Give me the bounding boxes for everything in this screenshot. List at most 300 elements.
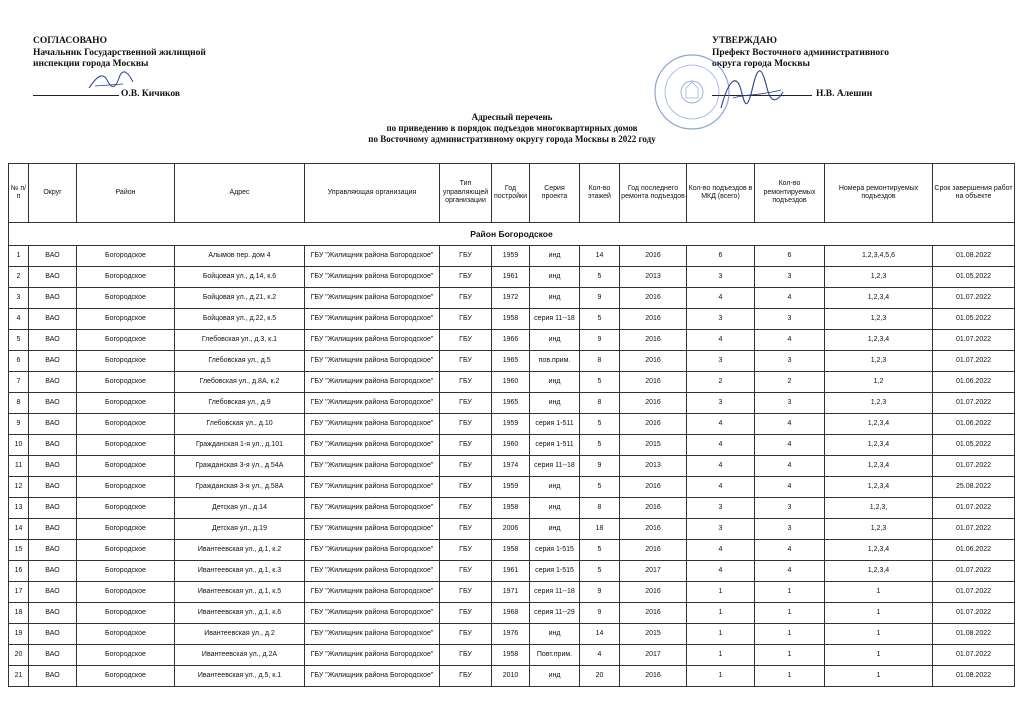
table-cell: 9 [580, 330, 620, 351]
table-cell: Богородское [77, 645, 175, 666]
table-cell: ГБУ [440, 246, 492, 267]
table-cell: Ивантеевская ул., д.1, к.5 [175, 582, 305, 603]
table-cell: 2016 [620, 246, 687, 267]
table-cell: 4 [687, 561, 755, 582]
table-cell: ВАО [29, 288, 77, 309]
address-list-table [8, 163, 1015, 687]
table-cell: 1960 [492, 435, 530, 456]
table-cell: 1958 [492, 309, 530, 330]
table-cell: 4 [755, 456, 825, 477]
table-cell: ГБУ [440, 372, 492, 393]
table-cell: 1 [687, 645, 755, 666]
table-cell: 5 [580, 309, 620, 330]
table-cell: 1959 [492, 246, 530, 267]
table-cell: 9 [580, 456, 620, 477]
table-cell: 2016 [620, 477, 687, 498]
table-cell: 20 [580, 666, 620, 687]
table-cell: 1 [9, 246, 29, 267]
table-row [9, 330, 1015, 351]
table-cell: инд [530, 477, 580, 498]
table-cell: 2010 [492, 666, 530, 687]
column-header: Год последнего ремонта подъездов [620, 164, 687, 223]
table-cell: Богородское [77, 414, 175, 435]
table-cell: ГБУ "Жилищник района Богородское" [305, 603, 440, 624]
table-cell: 4 [755, 330, 825, 351]
approval-position-line2: инспекции города Москвы [33, 59, 149, 69]
table-cell: 4 [687, 414, 755, 435]
table-cell: ВАО [29, 666, 77, 687]
table-cell: ГБУ [440, 645, 492, 666]
table-cell: Глебовская ул., д.5 [175, 351, 305, 372]
table-cell: Бойцовая ул., д.14, к.6 [175, 267, 305, 288]
column-header: Район [77, 164, 175, 223]
table-cell: 1 [755, 582, 825, 603]
table-cell: 2015 [620, 435, 687, 456]
table-cell: ВАО [29, 519, 77, 540]
table-cell: ГБУ "Жилищник района Богородское" [305, 330, 440, 351]
table-cell: 2017 [620, 561, 687, 582]
table-cell: 6 [9, 351, 29, 372]
table-cell: 20 [9, 645, 29, 666]
table-cell: Богородское [77, 519, 175, 540]
table-cell: ВАО [29, 582, 77, 603]
signatory-name: Н.В. Алешин [816, 88, 873, 99]
table-cell: инд [530, 498, 580, 519]
table-row [9, 372, 1015, 393]
column-header: Кол-во подъездов в МКД (всего) [687, 164, 755, 223]
table-row [9, 288, 1015, 309]
table-cell: ГБУ "Жилищник района Богородское" [305, 645, 440, 666]
table-row [9, 645, 1015, 666]
table-cell: 1,2,3,4 [825, 456, 933, 477]
table-cell: Богородское [77, 246, 175, 267]
table-cell: инд [530, 246, 580, 267]
approval-position-line1: Префект Восточного административного [712, 47, 889, 58]
table-cell: ГБУ "Жилищник района Богородское" [305, 477, 440, 498]
section-title: Район Богородское [9, 223, 1015, 246]
column-header: № п/п [9, 164, 29, 223]
table-cell: 5 [580, 435, 620, 456]
table-cell: ГБУ [440, 393, 492, 414]
table-cell: 3 [755, 351, 825, 372]
table-cell: 8 [580, 393, 620, 414]
table-cell: ГБУ [440, 519, 492, 540]
table-cell: 01.06.2022 [933, 372, 1015, 393]
table-cell: Гражданская 3-я ул., д.54А [175, 456, 305, 477]
table-cell: 2016 [620, 582, 687, 603]
table-cell: Богородское [77, 330, 175, 351]
table-cell: 6 [755, 246, 825, 267]
table-cell: 4 [687, 288, 755, 309]
column-header: Управляющая организация [305, 164, 440, 223]
table-cell: 18 [9, 603, 29, 624]
table-cell: Богородское [77, 561, 175, 582]
table-cell: 5 [9, 330, 29, 351]
table-cell: ГБУ "Жилищник района Богородское" [305, 246, 440, 267]
table-cell: 1 [687, 603, 755, 624]
table-cell: 16 [9, 561, 29, 582]
table-cell: ГБУ [440, 603, 492, 624]
table-cell: 1958 [492, 498, 530, 519]
table-cell: 01.05.2022 [933, 267, 1015, 288]
table-cell: 1,2,3,4 [825, 477, 933, 498]
table-cell: 18 [580, 519, 620, 540]
table-cell: Богородское [77, 351, 175, 372]
table-row [9, 309, 1015, 330]
column-header: Адрес [175, 164, 305, 223]
table-cell: 1 [825, 645, 933, 666]
table-cell: 5 [580, 477, 620, 498]
table-cell: Богородское [77, 582, 175, 603]
table-cell: 5 [580, 561, 620, 582]
table-cell: 2006 [492, 519, 530, 540]
table-cell: 4 [755, 477, 825, 498]
table-cell: 1 [825, 666, 933, 687]
table-cell: инд [530, 393, 580, 414]
table-cell: Богородское [77, 666, 175, 687]
table-cell: Бойцовая ул., д.21, к.2 [175, 288, 305, 309]
table-cell: 3 [755, 267, 825, 288]
table-cell: 13 [9, 498, 29, 519]
table-cell: 2016 [620, 666, 687, 687]
table-cell: 3 [687, 267, 755, 288]
table-cell: 1965 [492, 393, 530, 414]
table-row [9, 666, 1015, 687]
section-row [9, 223, 1015, 246]
table-cell: ГБУ [440, 582, 492, 603]
table-cell: 3 [755, 498, 825, 519]
table-cell: Богородское [77, 477, 175, 498]
table-cell: 9 [580, 582, 620, 603]
table-cell: 1 [687, 624, 755, 645]
table-cell: инд [530, 267, 580, 288]
table-cell: Богородское [77, 456, 175, 477]
table-cell: 2016 [620, 498, 687, 519]
table-cell: Детская ул., д.14 [175, 498, 305, 519]
table-cell: 2015 [620, 624, 687, 645]
approval-position-line2: округа города Москвы [712, 59, 810, 69]
table-cell: 1961 [492, 561, 530, 582]
table-cell: 14 [580, 624, 620, 645]
table-cell: ГБУ "Жилищник района Богородское" [305, 393, 440, 414]
table-cell: 01.07.2022 [933, 645, 1015, 666]
table-cell: 4 [755, 435, 825, 456]
table-cell: 7 [9, 372, 29, 393]
table-cell: 2016 [620, 351, 687, 372]
table-row [9, 477, 1015, 498]
table-cell: 5 [580, 372, 620, 393]
table-cell: ВАО [29, 645, 77, 666]
table-cell: 01.06.2022 [933, 540, 1015, 561]
table-cell: ВАО [29, 372, 77, 393]
table-cell: ВАО [29, 267, 77, 288]
table-cell: 9 [9, 414, 29, 435]
table-cell: ГБУ [440, 498, 492, 519]
table-cell: 01.07.2022 [933, 498, 1015, 519]
table-cell: ГБУ "Жилищник района Богородское" [305, 519, 440, 540]
table-cell: 1 [687, 666, 755, 687]
table-cell: ВАО [29, 456, 77, 477]
table-cell: 1,2,3,4 [825, 330, 933, 351]
table-cell: 01.05.2022 [933, 435, 1015, 456]
signatory-name: О.В. Кичиков [121, 88, 181, 99]
table-cell: ГБУ [440, 267, 492, 288]
table-cell: 4 [687, 330, 755, 351]
table-cell: 9 [580, 288, 620, 309]
table-cell: 1 [825, 603, 933, 624]
table-cell: серия 11--18 [530, 456, 580, 477]
table-cell: ГБУ "Жилищник района Богородское" [305, 561, 440, 582]
table-cell: Ивантеевская ул., д.2А [175, 645, 305, 666]
table-cell: 1974 [492, 456, 530, 477]
table-cell: ВАО [29, 351, 77, 372]
table-cell: ВАО [29, 330, 77, 351]
table-cell: ГБУ [440, 666, 492, 687]
table-cell: Бойцовая ул., д.22, к.5 [175, 309, 305, 330]
table-cell: 01.08.2022 [933, 666, 1015, 687]
table-cell: 9 [580, 603, 620, 624]
table-cell: ГБУ "Жилищник района Богородское" [305, 456, 440, 477]
table-row [9, 582, 1015, 603]
table-cell: 1 [755, 666, 825, 687]
table-cell: Глебовская ул., д.9 [175, 393, 305, 414]
table-cell: ГБУ [440, 414, 492, 435]
title-line2: по приведению в порядок подъездов многоквартирных домов [386, 123, 638, 133]
table-cell: 1971 [492, 582, 530, 603]
table-cell: 4 [687, 456, 755, 477]
table-cell: 1,2,3 [825, 393, 933, 414]
table-cell: 3 [687, 498, 755, 519]
table-cell: Гражданская 3-я ул., д.58А [175, 477, 305, 498]
table-cell: 1958 [492, 645, 530, 666]
table-cell: 19 [9, 624, 29, 645]
table-cell: 3 [687, 393, 755, 414]
table-cell: Гражданская 1-я ул., д.101 [175, 435, 305, 456]
table-cell: 2016 [620, 519, 687, 540]
table-cell: Богородское [77, 498, 175, 519]
column-header: Округ [29, 164, 77, 223]
table-cell: Глебовская ул., д.3, к.1 [175, 330, 305, 351]
table-cell: ГБУ "Жилищник района Богородское" [305, 288, 440, 309]
table-cell: 1958 [492, 540, 530, 561]
table-cell: 3 [687, 351, 755, 372]
table-cell: инд [530, 519, 580, 540]
table-cell: ВАО [29, 540, 77, 561]
table-row [9, 498, 1015, 519]
table-cell: 12 [9, 477, 29, 498]
table-cell: 25.08.2022 [933, 477, 1015, 498]
document-title [0, 112, 1024, 145]
table-cell: 2016 [620, 414, 687, 435]
table-cell: 8 [9, 393, 29, 414]
table-cell: ГБУ "Жилищник района Богородское" [305, 582, 440, 603]
table-cell: ГБУ [440, 330, 492, 351]
table-cell: Ивантеевская ул., д.1, к.3 [175, 561, 305, 582]
table-cell: 1,2,3 [825, 267, 933, 288]
table-cell: 01.08.2022 [933, 624, 1015, 645]
table-row [9, 561, 1015, 582]
table-row [9, 414, 1015, 435]
table-cell: Богородское [77, 540, 175, 561]
table-cell: 17 [9, 582, 29, 603]
table-cell: пов.прим. [530, 351, 580, 372]
table-cell: 1968 [492, 603, 530, 624]
column-header: Номера ремонтируемых подъездов [825, 164, 933, 223]
table-cell: 01.07.2022 [933, 393, 1015, 414]
table-cell: 1972 [492, 288, 530, 309]
table-cell: 1959 [492, 477, 530, 498]
table-cell: 8 [580, 351, 620, 372]
table-cell: 1,2,3,4 [825, 435, 933, 456]
table-row [9, 624, 1015, 645]
table-cell: 14 [580, 246, 620, 267]
column-header: Серия проекта [530, 164, 580, 223]
table-cell: 1 [825, 624, 933, 645]
handwritten-signature-left [85, 68, 135, 94]
table-cell: ВАО [29, 246, 77, 267]
table-cell: серия 1-511 [530, 435, 580, 456]
table-cell: ГБУ "Жилищник района Богородское" [305, 666, 440, 687]
table-cell: ГБУ "Жилищник района Богородское" [305, 372, 440, 393]
table-cell: 2016 [620, 393, 687, 414]
table-cell: ГБУ "Жилищник района Богородское" [305, 309, 440, 330]
table-cell: 1,2,3,4,5,6 [825, 246, 933, 267]
table-cell: 01.07.2022 [933, 330, 1015, 351]
table-cell: 2016 [620, 309, 687, 330]
table-cell: 1 [755, 624, 825, 645]
table-cell: 1,2,3,4 [825, 288, 933, 309]
column-header: Год постройки [492, 164, 530, 223]
table-cell: 1,2,3 [825, 309, 933, 330]
column-header: Кол-во этажей [580, 164, 620, 223]
table-cell: Глебовская ул., д.10 [175, 414, 305, 435]
table-cell: 1 [825, 582, 933, 603]
table-cell: 01.05.2022 [933, 309, 1015, 330]
table-cell: серия 11--29 [530, 603, 580, 624]
approval-heading: СОГЛАСОВАНО [33, 36, 107, 46]
table-cell: 6 [687, 246, 755, 267]
table-cell: ВАО [29, 603, 77, 624]
table-cell: ВАО [29, 477, 77, 498]
table-cell: 1 [755, 645, 825, 666]
table-cell: Детская ул., д.19 [175, 519, 305, 540]
table-cell: 1961 [492, 267, 530, 288]
table-cell: 1976 [492, 624, 530, 645]
table-cell: ВАО [29, 561, 77, 582]
table-cell: серия 11--18 [530, 309, 580, 330]
table-cell: 01.07.2022 [933, 519, 1015, 540]
column-header: Тип управляющей организации [440, 164, 492, 223]
table-cell: 01.07.2022 [933, 582, 1015, 603]
table-cell: ГБУ [440, 561, 492, 582]
table-cell: 2013 [620, 267, 687, 288]
approval-position-line1: Начальник Государственной жилищной [33, 47, 206, 58]
approval-heading: УТВЕРЖДАЮ [712, 36, 777, 46]
table-cell: инд [530, 666, 580, 687]
table-cell: 2016 [620, 288, 687, 309]
table-row [9, 393, 1015, 414]
table-cell: ВАО [29, 393, 77, 414]
handwritten-signature-right [715, 68, 785, 118]
table-cell: ГБУ [440, 288, 492, 309]
table-cell: 2016 [620, 540, 687, 561]
table-cell: ГБУ "Жилищник района Богородское" [305, 435, 440, 456]
table-cell: серия 1-515 [530, 561, 580, 582]
table-row [9, 456, 1015, 477]
table-cell: ГБУ [440, 540, 492, 561]
table-cell: 1 [755, 603, 825, 624]
table-row [9, 351, 1015, 372]
table-cell: 2013 [620, 456, 687, 477]
table-cell: серия 1-511 [530, 414, 580, 435]
table-cell: 4 [580, 645, 620, 666]
table-cell: ГБУ [440, 477, 492, 498]
table-cell: ГБУ "Жилищник района Богородское" [305, 540, 440, 561]
table-cell: 3 [687, 519, 755, 540]
table-cell: 01.07.2022 [933, 351, 1015, 372]
table-cell: 4 [9, 309, 29, 330]
table-cell: 3 [755, 393, 825, 414]
table-row [9, 246, 1015, 267]
table-cell: ВАО [29, 498, 77, 519]
table-cell: Богородское [77, 603, 175, 624]
table-row [9, 519, 1015, 540]
table-cell: 3 [755, 309, 825, 330]
table-cell: ГБУ "Жилищник района Богородское" [305, 267, 440, 288]
table-cell: 2016 [620, 372, 687, 393]
table-cell: 4 [755, 561, 825, 582]
table-cell: 1,2 [825, 372, 933, 393]
table-cell: Ивантеевская ул., д.1, к.6 [175, 603, 305, 624]
table-cell: Богородское [77, 624, 175, 645]
table-cell: 5 [580, 267, 620, 288]
column-header: Кол-во ремонтируемых подъездов [755, 164, 825, 223]
table-cell: серия 1-515 [530, 540, 580, 561]
table-cell: 21 [9, 666, 29, 687]
table-cell: Ивантеевская ул., д.5, к.1 [175, 666, 305, 687]
table-cell: ГБУ "Жилищник района Богородское" [305, 624, 440, 645]
table-cell: ВАО [29, 414, 77, 435]
table-header-row [9, 164, 1015, 223]
table-cell: Повт.прим. [530, 645, 580, 666]
table-cell: 4 [755, 414, 825, 435]
table-cell: 14 [9, 519, 29, 540]
column-header: Срок завершения работ на объекте [933, 164, 1015, 223]
table-cell: 3 [755, 519, 825, 540]
table-row [9, 540, 1015, 561]
table-cell: 15 [9, 540, 29, 561]
table-cell: 2016 [620, 603, 687, 624]
table-cell: 01.07.2022 [933, 561, 1015, 582]
table-cell: 4 [687, 477, 755, 498]
table-cell: 11 [9, 456, 29, 477]
table-cell: 4 [755, 288, 825, 309]
table-cell: 1965 [492, 351, 530, 372]
table-cell: инд [530, 372, 580, 393]
table-cell: 01.06.2022 [933, 414, 1015, 435]
table-cell: ГБУ "Жилищник района Богородское" [305, 498, 440, 519]
table-cell: инд [530, 624, 580, 645]
table-cell: ГБУ "Жилищник района Богородское" [305, 351, 440, 372]
table-cell: ГБУ [440, 351, 492, 372]
table-cell: Богородское [77, 288, 175, 309]
table-cell: ГБУ [440, 624, 492, 645]
table-cell: инд [530, 288, 580, 309]
table-cell: ГБУ [440, 309, 492, 330]
table-cell: 2016 [620, 330, 687, 351]
table-cell: 2 [755, 372, 825, 393]
table-row [9, 603, 1015, 624]
